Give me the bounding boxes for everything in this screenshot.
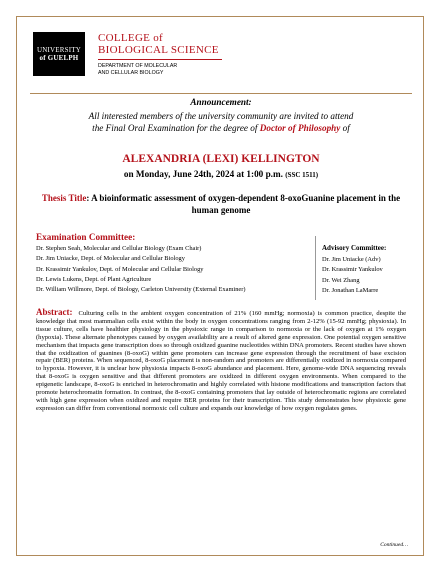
logo-line-1: UNIVERSITY — [37, 46, 81, 54]
announcement-title: Announcement: — [190, 97, 252, 107]
advisory-committee-heading: Advisory Committee: — [322, 244, 387, 252]
thesis-title-label: Thesis Title — [41, 193, 87, 203]
exam-committee-member: Dr. Stephen Seah, Molecular and Cellular Biology (Exam Chair) — [36, 245, 202, 252]
advisory-committee-list — [322, 255, 383, 296]
college-name-line-1: COLLEGE of — [98, 32, 164, 44]
advisory-committee-member: Dr. Jim Uniacke (Adv) — [322, 256, 381, 263]
degree-name: Doctor of Philosophy — [259, 123, 341, 133]
thesis-title-text: : A bioinformatic assessment of oxygen-dependent 8-oxoGuanine placement in the human genome — [86, 193, 401, 215]
continued-note: Continued… — [380, 542, 408, 548]
exam-date-text: on Monday, June 24th, 2024 at 1:00 p.m. — [123, 169, 286, 179]
exam-date — [30, 169, 412, 179]
advisory-committee-member: Dr. Wei Zhang — [322, 276, 360, 284]
exam-room: (SSC 1511) — [285, 171, 319, 179]
announcement-line-2 — [30, 123, 412, 134]
announcement-suffix: of — [340, 123, 350, 133]
announcement-prefix: the Final Oral Examination for the degree of — [92, 123, 260, 133]
logo-line-2: of GUELPH — [39, 54, 79, 62]
abstract — [36, 309, 406, 413]
exam-committee-member: Dr. Lewis Lukens, Dept. of Plant Agriculture — [36, 275, 152, 283]
university-logo — [33, 32, 85, 76]
committee-divider — [315, 236, 316, 300]
abstract-label: Abstract: — [36, 307, 73, 317]
abstract-text: Culturing cells in the ambient oxygen concentration of 21% (160 mmHg; normoxia) is common practice, despite the knowledge that most mammalian cells exist within the body in oxygen concentrations ranging from 2-12% (15-92 mmHg; physioxia). In tissue culture, cells have healthier physiology in the physioxic range in comparison to normoxia or the lack of oxygen at 1% oxygen (hypoxia). These alternate phenotypes caused by oxygen availability are a result of altered gene expression. One potential oxygen sensitive mechanism that impacts gene transcription does so through oxidized guanine nucleotides within DNA promoters. Recent studies have shown that the oxidization of guanines (8-oxoG) within gene promoters can increase gene expression through the recruitment of base excision repair (BER) proteins. When sequenced, 8-oxoG placement is non-random and promoters are differentially oxidized in normoxia compared to hypoxia. However, it is unclear how physioxia impacts 8-oxoG abundance and placement. Here, genome-wide DNA sequencing reveals that 8-oxoG is oxygen sensitive and that different promoters are oxidized in different oxygen environments. When compared to the epigenetic landscape, 8-oxoG is enriched in heterochromatin and highly correlated with histone modifications and transcription factors that promote heterochromatin formation. In contrast, the 8-oxoG containing promoters that lay outside of heterochromatic regions are correlated with high gene expression when oxidized and require BER proteins for their transcription. This study demonstrates how physioxic gene expression can differ from conventional normoxic cell culture and expands our knowledge of how oxygen regulates genes. — [36, 310, 406, 412]
college-divider — [98, 59, 222, 60]
exam-committee-heading: Examination Committee: — [36, 232, 136, 242]
advisory-committee-member: Dr. Krassimir Yankulov — [322, 266, 383, 274]
exam-committee-member: Dr. Krassimir Yankulov, Dept. of Molecular and Cellular Biology — [36, 265, 204, 273]
advisory-committee-member: Dr. Jonathan LaMarre — [322, 286, 379, 294]
department-line-1: DEPARTMENT OF MOLECULAR — [98, 63, 178, 69]
college-name-line-2: BIOLOGICAL SCIENCE — [98, 44, 219, 56]
college-header — [98, 32, 308, 77]
announcement-line-1: All interested members of the university community are invited to attend — [88, 111, 354, 121]
exam-committee-member: Dr. Jim Uniacke, Dept. of Molecular and Cellular Biology — [36, 255, 185, 263]
department-line-2: AND CELLULAR BIOLOGY — [98, 70, 164, 76]
header-divider — [30, 93, 412, 94]
thesis-title — [40, 193, 402, 216]
exam-committee-member: Dr. William Willmore, Dept. of Biology, Carleton University (External Examiner) — [36, 286, 246, 294]
exam-committee-list — [36, 244, 322, 295]
candidate-name: ALEXANDRIA (LEXI) KELLINGTON — [122, 153, 320, 165]
